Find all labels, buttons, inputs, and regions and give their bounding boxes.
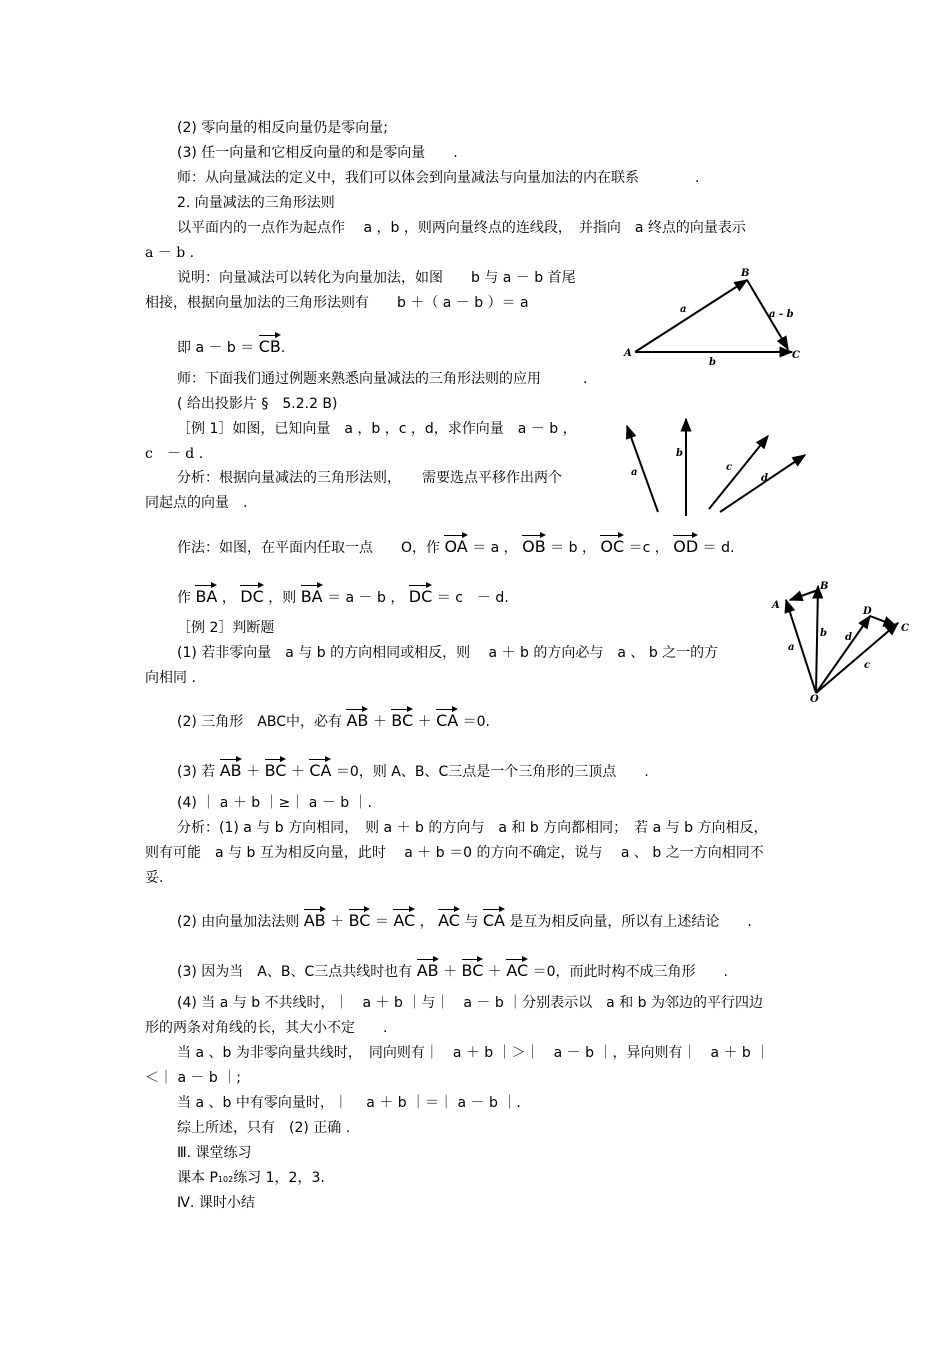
vector-ab: AB (417, 958, 439, 981)
example-heading: ［例 1］如图，已知向量 a ，b ，c ，d，求作向量 a － b ， (177, 421, 577, 437)
text: 课本 P (177, 1170, 218, 1186)
subscript: 102 (217, 1175, 234, 1184)
vector-line-ba (790, 590, 818, 600)
formula-line (177, 958, 728, 982)
text: ＋ (487, 964, 502, 980)
label-vector-a: a (631, 467, 638, 478)
label-vector-b: b (820, 628, 827, 639)
vector-ab: AB (346, 708, 368, 731)
section-heading: 2. 向量减法的三角形法则 (177, 195, 335, 211)
text-line: (4) ｜ a ＋ b ｜≥｜ a － b ｜. (177, 795, 372, 811)
text: ，则 (268, 590, 297, 606)
label-vector-c: c (726, 462, 733, 473)
vector-ac: AC (438, 908, 460, 931)
vector-bc: BC (349, 908, 371, 931)
vector-ca: CA (309, 758, 331, 781)
text: (3) 因为当 A、B、C三点共线时也有 (177, 964, 413, 980)
vector-od: OD (673, 534, 698, 557)
vector-ca: CA (436, 708, 458, 731)
formula-line (177, 908, 752, 932)
text-line: 说明：向量减法可以转化为向量加法，如图 b 与 a － b 首尾 (177, 270, 576, 286)
label-vector-a: a (788, 642, 795, 653)
text: ＝ b ， (550, 540, 596, 556)
text-line: (2) 零向量的相反向量仍是零向量; (177, 120, 388, 136)
label-point-o: O (810, 694, 819, 705)
text: 练习 1，2，3. (233, 1170, 325, 1186)
label-point-a: A (624, 348, 632, 359)
label-point-b: B (741, 268, 750, 279)
text: ＝c ， (628, 540, 669, 556)
text-line: (1) 若非零向量 a 与 b 的方向相同或相反，则 a ＋ b 的方向必与 a 、 b 之一的方 (177, 645, 719, 661)
text-line: ＜｜ a － b ｜; (145, 1070, 241, 1086)
text: ＋ (443, 964, 458, 980)
section-heading: Ⅳ. 课时小结 (177, 1195, 255, 1211)
text: ＝ d. (702, 540, 735, 556)
text: ＋ (417, 714, 432, 730)
text: ＋ (290, 764, 305, 780)
vector-cb: CB (259, 334, 281, 357)
formula-line (177, 758, 649, 782)
text: 与 (464, 914, 479, 930)
vector-line-a (635, 280, 747, 352)
formula-line (177, 708, 490, 732)
text: 作法：如图，在平面内任取一点 O，作 (177, 540, 441, 556)
example-heading: ［例 2］判断题 (177, 620, 275, 636)
text-line: c － d . (145, 446, 204, 462)
vector-ob: OB (522, 534, 546, 557)
text-line: (3) 任一向量和它相反向量的和是零向量 . (177, 145, 458, 161)
vector-ac: AC (506, 958, 528, 981)
text-line: (4) 当 a 与 b 不共线时，｜ a ＋ b ｜与｜ a － b ｜分别表示以 a 和 b 为邻边的平行四边 (177, 995, 763, 1011)
vector-ac: AC (393, 908, 415, 931)
vector-ab: AB (220, 758, 242, 781)
text: ， (221, 590, 236, 606)
text-line: 当 a 、b 中有零向量时，｜ a ＋ b ｜＝｜ a － b ｜. (177, 1095, 521, 1111)
text-line: ( 给出投影片 § 5.2.2 B) (177, 396, 338, 412)
text: (3) 若 (177, 764, 216, 780)
text-line: 分析：(1) a 与 b 方向相同， 则 a ＋ b 的方向与 a 和 b 方向都相同； 若 a 与 b 方向相反， (177, 820, 768, 836)
text-line: 以平面内的一点作为起点作 a ，b ，则两向量终点的连线段， 并指向 a 终点的向量表示 (177, 220, 746, 236)
four-vectors-figure (615, 412, 815, 522)
text-line: 形的两条对角线的长，其大小不定 . (145, 1020, 388, 1036)
label-vector-d: d (761, 473, 768, 484)
text-line: 当 a 、b 为非零向量共线时， 同向则有｜ a ＋ b ｜＞｜ a － b ｜，异向则有｜ a ＋ b ｜ (177, 1045, 770, 1061)
text: ＝0. (462, 714, 490, 730)
text: . (280, 340, 286, 356)
text: ＋ (330, 914, 345, 930)
label-vector-c: c (864, 660, 871, 671)
formula-line (177, 534, 734, 558)
label-vector-b: b (709, 357, 716, 368)
text: ＝0，则 A、B、C三点是一个三角形的三顶点 . (335, 764, 649, 780)
vector-bc: BC (265, 758, 287, 781)
vector-dc: DC (409, 584, 433, 607)
triangle-figure (620, 262, 820, 372)
text: ＝ (374, 914, 389, 930)
vector-dc: DC (240, 584, 264, 607)
text: (2) 由向量加法法则 (177, 914, 300, 930)
text: 作 (177, 590, 191, 606)
section-heading: Ⅲ. 课堂练习 (177, 1145, 252, 1161)
vector-bc: BC (391, 708, 413, 731)
label-point-c: C (901, 623, 909, 634)
formula-line (177, 334, 285, 358)
vector-line-c (709, 436, 768, 509)
text: (2) 三角形 ABC中，必有 (177, 714, 342, 730)
formula-line (177, 584, 509, 608)
construction-figure (768, 576, 918, 706)
text: ＝0，而此时构不成三角形 . (532, 964, 728, 980)
text-line: 相接，根据向量加法的三角形法则有 b ＋（ a － b ）＝ a (145, 295, 529, 311)
label-point-a: A (772, 600, 780, 611)
text: 是互为相反向量，所以有上述结论 . (509, 914, 752, 930)
text: 即 a － b ＝ (177, 340, 255, 356)
text-line: 综上所述，只有 (2) 正确 . (177, 1120, 351, 1136)
vector-line-dc (870, 616, 896, 626)
text-line: 则有可能 a 与 b 互为相反向量，此时 a ＋ b ＝0 的方向不确定，说与 a 、 b 之一方向相同不 (145, 845, 764, 861)
label-point-b: B (820, 581, 829, 592)
vector-ca: CA (483, 908, 505, 931)
vector-oc: OC (600, 534, 624, 557)
label-vector-d: d (845, 632, 852, 643)
label-point-c: C (792, 350, 800, 361)
text-line: 妥. (145, 870, 164, 886)
label-point-d: D (863, 606, 872, 617)
text: ＋ (246, 764, 261, 780)
vector-ba: BA (195, 584, 217, 607)
text: ， (419, 914, 434, 930)
text: ＝ c － d. (436, 590, 509, 606)
text: ＋ (372, 714, 387, 730)
text-line: 同起点的向量 . (145, 495, 248, 511)
text-line: 向相同 . (145, 670, 196, 686)
text: ＝ a － b ， (327, 590, 405, 606)
text-line: 师：下面我们通过例题来熟悉向量减法的三角形法则的应用 . (177, 371, 588, 387)
text: ＝ a ， (472, 540, 518, 556)
label-vector-a-minus-b: a - b (769, 309, 794, 320)
vector-ab: AB (304, 908, 326, 931)
label-vector-b: b (676, 448, 683, 459)
vector-oa: OA (444, 534, 467, 557)
label-vector-a: a (680, 304, 687, 315)
vector-bc: BC (462, 958, 484, 981)
vector-line-ob (816, 586, 818, 693)
text-line (177, 1168, 325, 1190)
text-line: 师：从向量减法的定义中，我们可以体会到向量减法与向量加法的内在联系 . (177, 170, 700, 186)
text-line: a － b . (145, 245, 195, 261)
text-line: 分析：根据向量减法的三角形法则， 需要选点平移作出两个 (177, 470, 562, 486)
vector-ba: BA (301, 584, 323, 607)
